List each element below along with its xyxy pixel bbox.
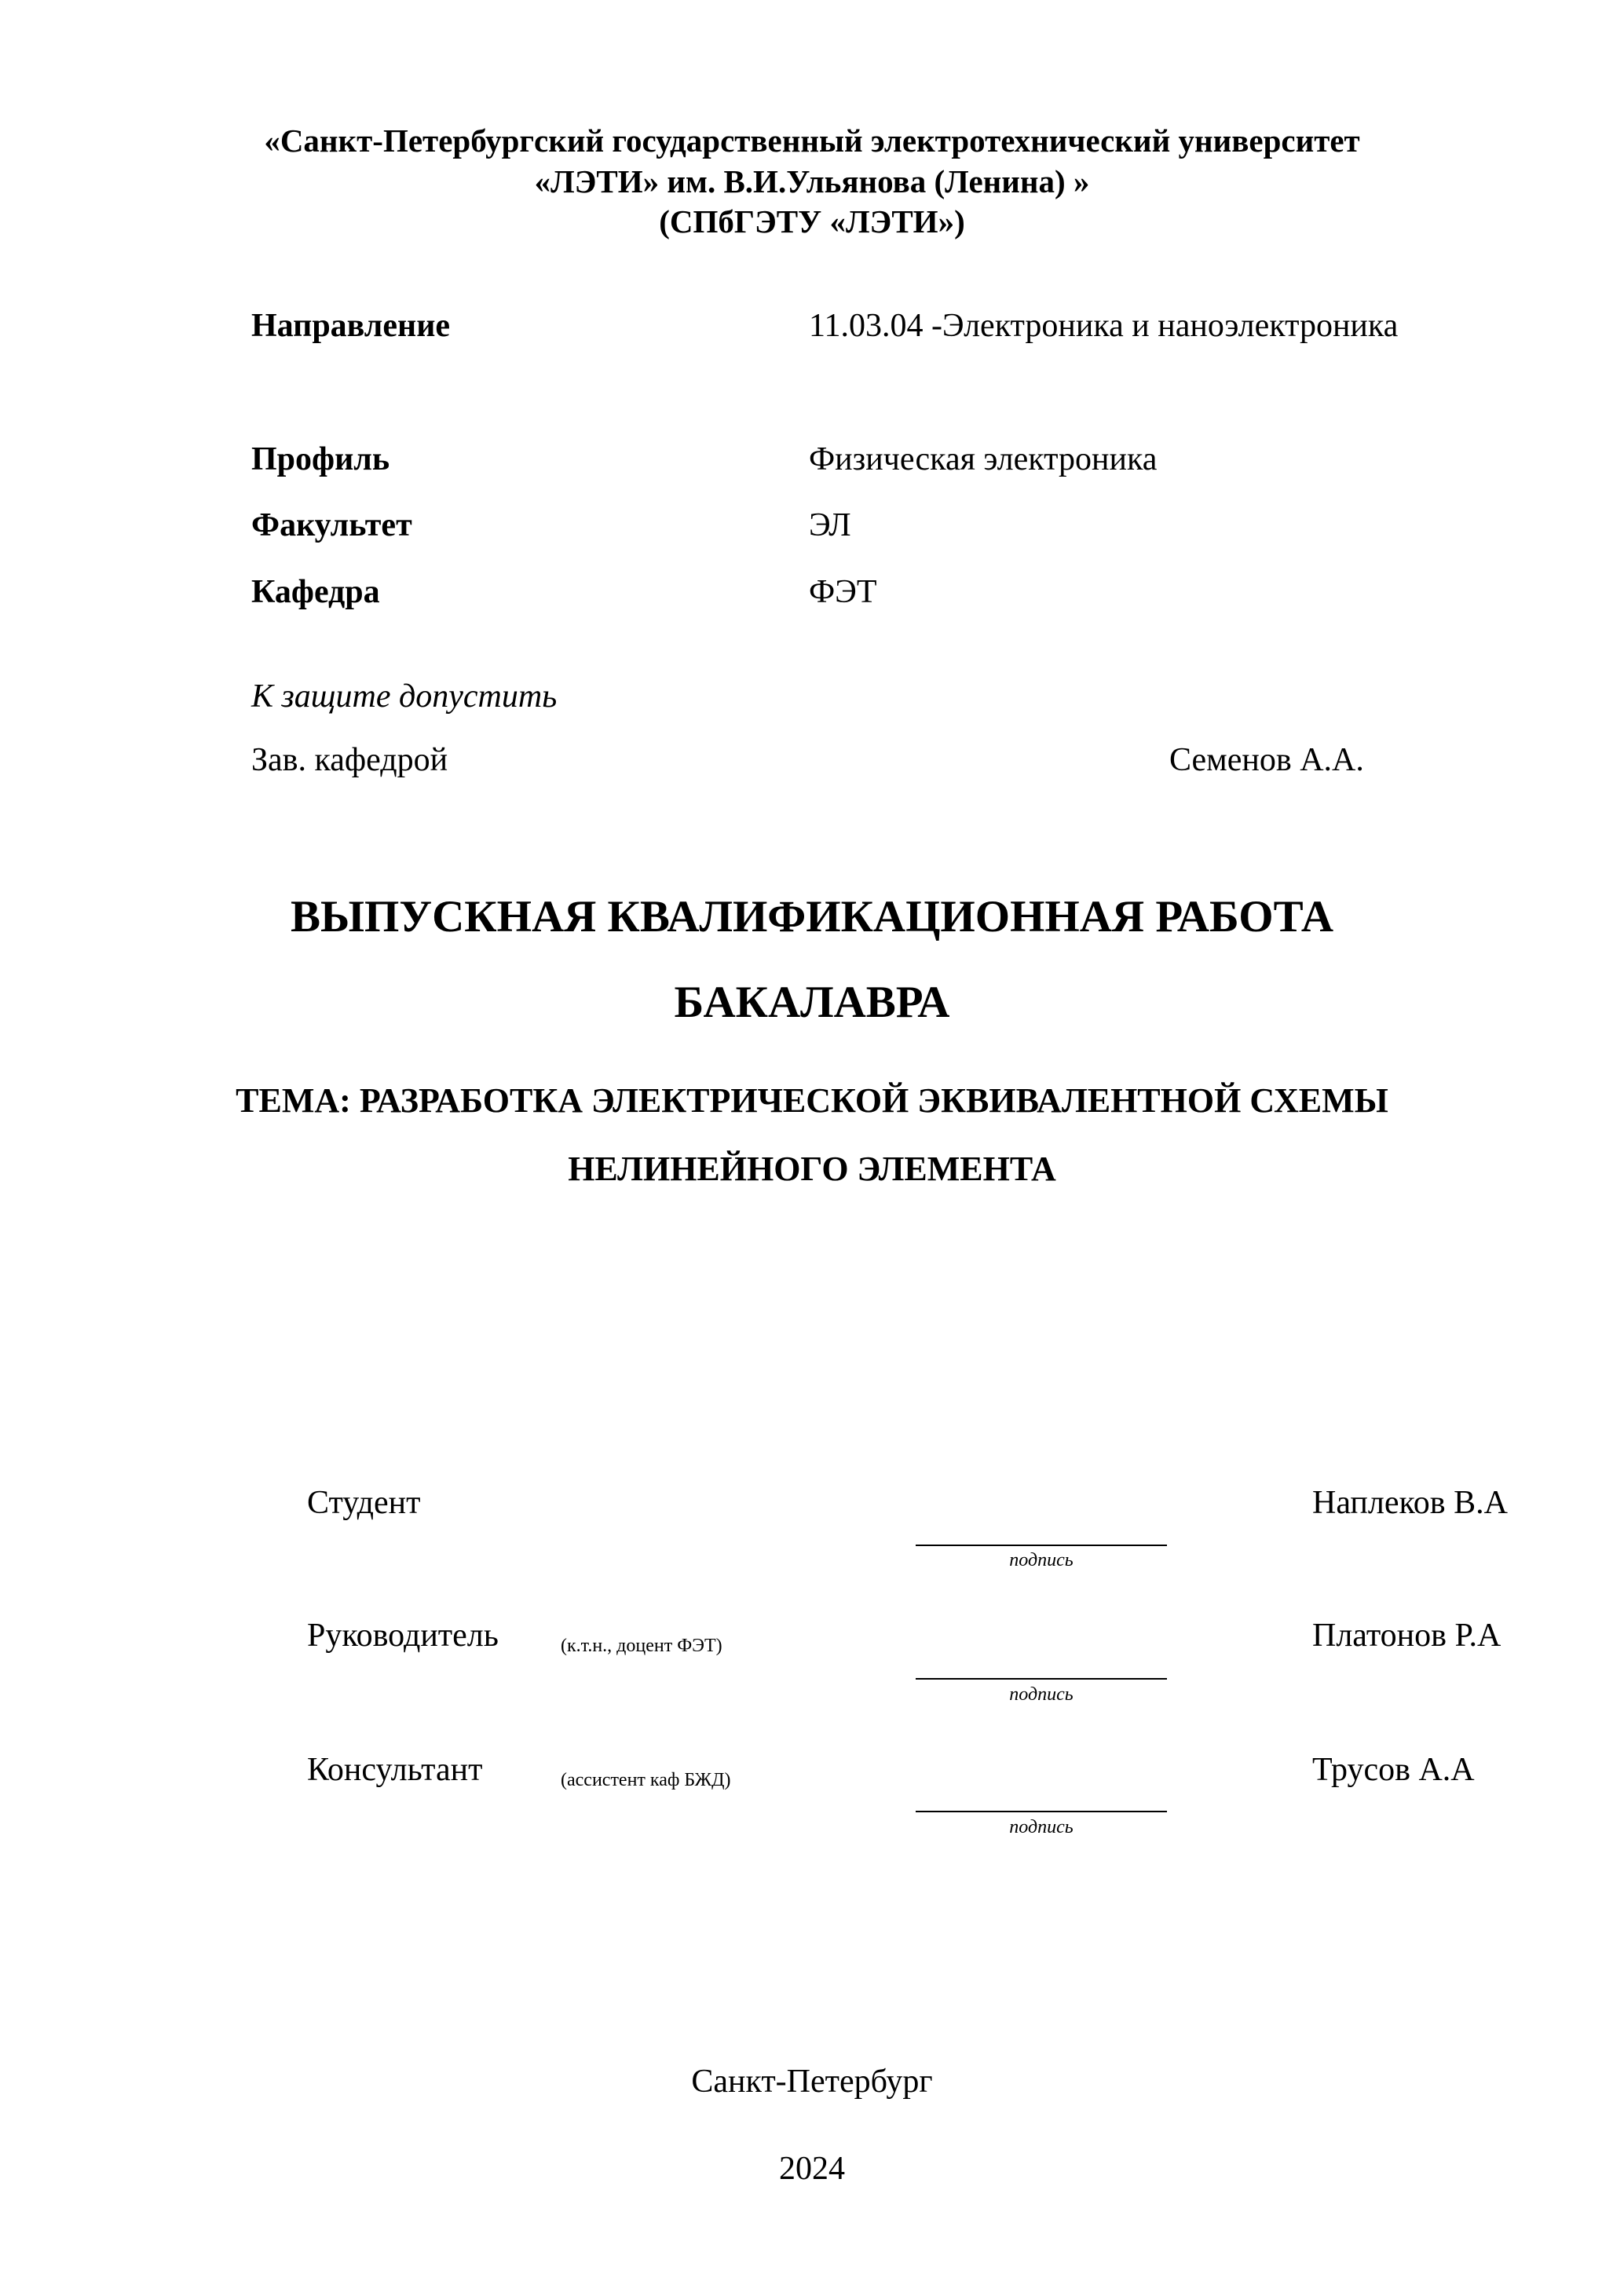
year: 2024 — [779, 2151, 845, 2187]
signature-caption: подпись — [1009, 1817, 1074, 1837]
signature-line — [916, 1678, 1167, 1680]
approval-name: Семенов А.А. — [1169, 742, 1364, 778]
work-title-line1: ВЫПУСКНАЯ КВАЛИФИКАЦИОННАЯ РАБОТА — [290, 892, 1333, 941]
signature-name: Платонов Р.А — [1312, 1618, 1501, 1654]
approval-caption: К защите допустить — [251, 678, 558, 715]
direction-value: 11.03.04 -Электроника и наноэлектроника — [809, 308, 1399, 344]
signature-line — [916, 1545, 1167, 1546]
direction-label: Направление — [251, 308, 451, 344]
faculty-label: Факультет — [251, 507, 412, 543]
department-value: ФЭТ — [809, 574, 877, 610]
signature-name: Наплеков В.А — [1312, 1485, 1508, 1521]
signature-note: (ассистент каф БЖД) — [561, 1770, 731, 1790]
signature-line — [916, 1811, 1167, 1812]
approval-role: Зав. кафедрой — [251, 742, 448, 778]
university-name-line2: «ЛЭТИ» им. В.И.Ульянова (Ленина) » — [534, 163, 1090, 199]
signature-caption: подпись — [1009, 1684, 1074, 1705]
signature-caption: подпись — [1009, 1550, 1074, 1570]
signature-note: (к.т.н., доцент ФЭТ) — [561, 1636, 722, 1656]
signature-role: Руководитель — [307, 1618, 499, 1654]
city: Санкт-Петербург — [691, 2064, 933, 2100]
topic-line2: НЕЛИНЕЙНОГО ЭЛЕМЕНТА — [568, 1150, 1056, 1188]
department-label: Кафедра — [251, 574, 380, 610]
profile-label: Профиль — [251, 441, 390, 477]
signature-name: Трусов А.А — [1312, 1752, 1475, 1788]
work-title-line2: БАКАЛАВРА — [674, 978, 950, 1027]
university-abbr: (СПбГЭТУ «ЛЭТИ») — [659, 203, 965, 239]
signature-role: Студент — [307, 1485, 421, 1521]
faculty-value: ЭЛ — [809, 507, 851, 543]
university-name-line1: «Санкт-Петербургский государственный электротехнический университет — [264, 122, 1360, 159]
profile-value: Физическая электроника — [809, 441, 1158, 477]
topic-line1: ТЕМА: РАЗРАБОТКА ЭЛЕКТРИЧЕСКОЙ ЭКВИВАЛЕНТНОЙ СХЕМЫ — [236, 1081, 1388, 1120]
signature-role: Консультант — [307, 1752, 483, 1788]
